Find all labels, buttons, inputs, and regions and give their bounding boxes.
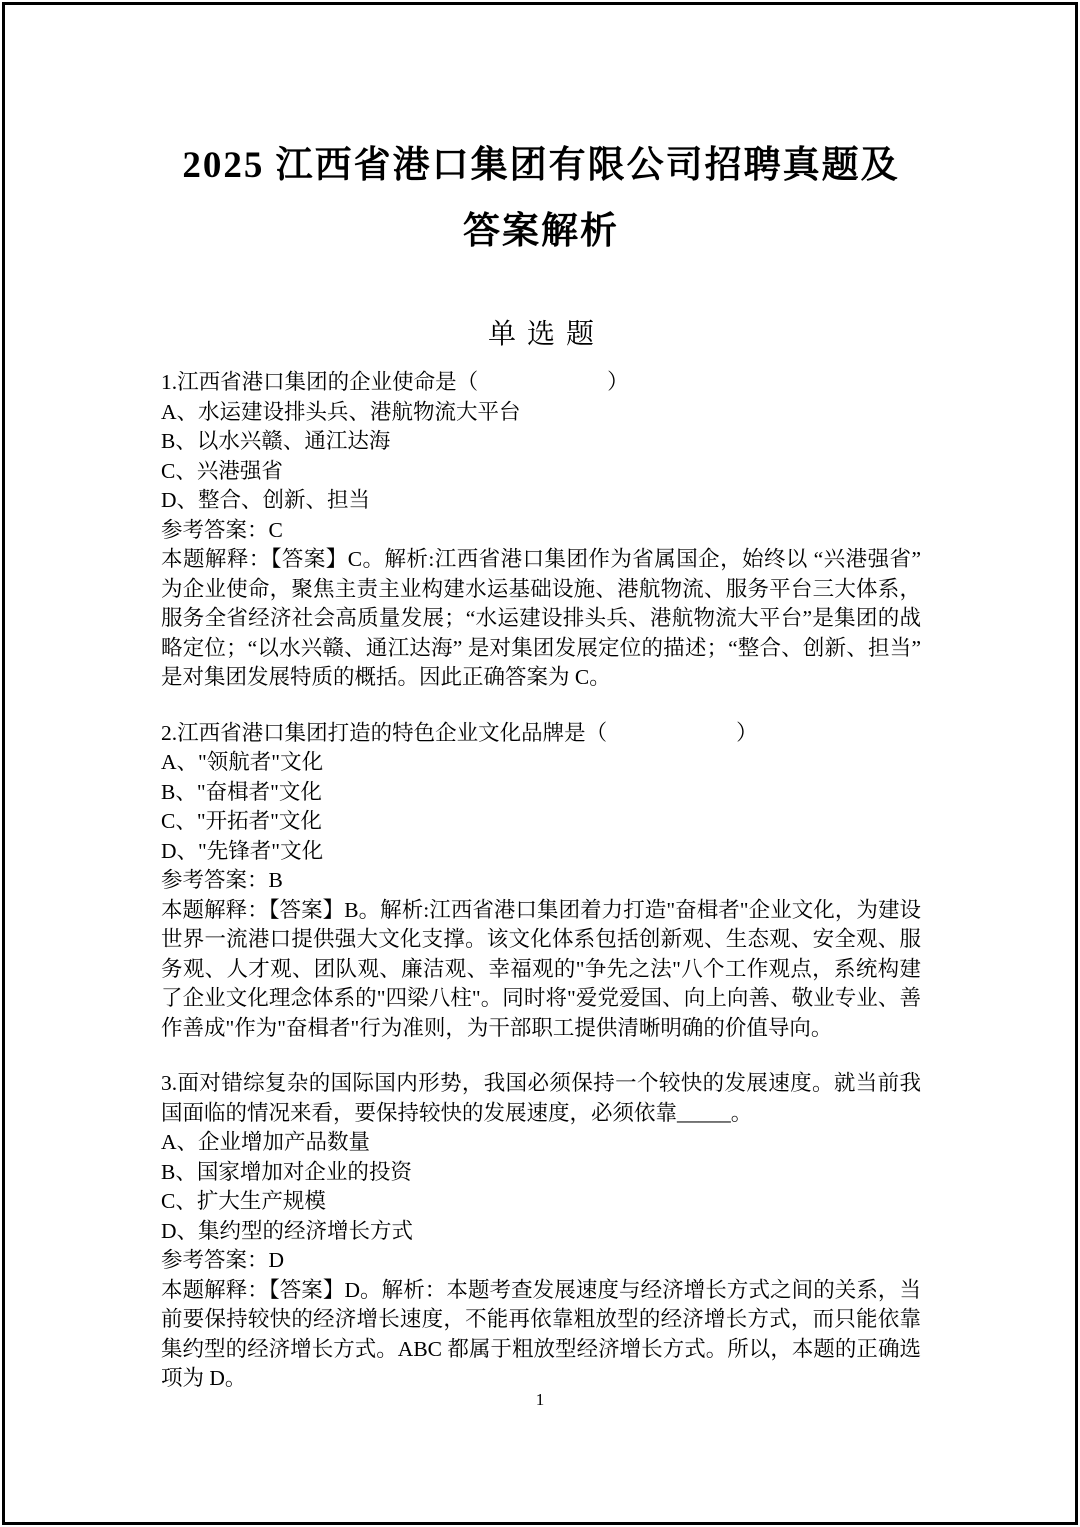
question-3-option-c: C、扩大生产规模 <box>161 1189 326 1213</box>
question-2-option-c: C、"开拓者"文化 <box>161 809 322 833</box>
question-3-stem: 3.面对错综复杂的国际国内形势，我国必须保持一个较快的发展速度。就当前我国面临的情况来看，要保持较快的发展速度，必须依靠_____。 <box>161 1071 921 1125</box>
question-1-stem: 1.江西省港口集团的企业使命是（ ） <box>161 370 629 394</box>
question-1-reference-answer: 参考答案：C <box>161 517 283 542</box>
question-2-stem: 2.江西省港口集团打造的特色企业文化品牌是（ ） <box>161 720 758 745</box>
question-2-option-a: A、"领航者"文化 <box>161 750 324 774</box>
question-1-explanation: 本题解释：【答案】C。解析:江西省港口集团作为省属国企，始终以 “兴港强省” 为企业使命，聚焦主责主业构建水运基础设施、港航物流、服务平台三大体系，服务全省经济社会高质量发展；“水运建设排头兵、港航物流大平台”是集团的战略定位；“以水兴赣、通江达海” 是对集团发展定位的描述；“整合、创新、担当” 是对集团发展特质的概括。因此正确答案为 C。 <box>161 547 921 689</box>
document-title <box>161 133 921 265</box>
page-number: 1 <box>535 1390 545 1409</box>
question-2-explanation: 本题解释：【答案】B。解析:江西省港口集团着力打造"奋楫者"企业文化，为建设世界一流港口提供强大文化支撑。该文化体系包括创新观、生态观、安全观、服务观、人才观、团队观、廉洁观、幸福观的"争先之法"八个工作观点，系统构建了企业文化理念体系的"四梁八柱"。同时将"爱党爱国、向上向善、敬业专业、善作善成"作为"奋楫者"行为准则，为干部职工提供清晰明确的价值导向。 <box>161 897 921 1040</box>
question-2 <box>161 719 921 1044</box>
question-1-option-b: B、以水兴赣、通江达海 <box>161 429 391 453</box>
question-1-option-a: A、水运建设排头兵、港航物流大平台 <box>161 399 521 424</box>
question-3-option-a: A、企业增加产品数量 <box>161 1130 371 1154</box>
section-heading: 单选题 <box>487 319 605 350</box>
question-3-option-d: D、集约型的经济增长方式 <box>161 1218 414 1243</box>
document-page <box>161 0 921 1394</box>
question-1-option-c: C、兴港强省 <box>161 458 283 483</box>
question-1 <box>161 368 921 693</box>
document-title-line-1: 2025 江西省港口集团有限公司招聘真题及 <box>182 145 900 186</box>
document-title-line-2: 答案解析 <box>463 211 619 252</box>
question-3-reference-answer: 参考答案：D <box>161 1248 285 1272</box>
question-3-explanation: 本题解释：【答案】D。解析：本题考查发展速度与经济增长方式之间的关系，当前要保持较快的经济增长速度，不能再依靠粗放型的经济增长方式，而只能依靠集约型的经济增长方式。ABC 都属于粗放型经济增长方式。所以，本题的正确选项为 D。 <box>161 1277 921 1390</box>
question-2-reference-answer: 参考答案：B <box>161 868 283 892</box>
question-2-option-b: B、"奋楫者"文化 <box>161 779 322 804</box>
question-1-option-d: D、整合、创新、担当 <box>161 488 371 512</box>
question-3-option-b: B、国家增加对企业的投资 <box>161 1159 412 1184</box>
question-3 <box>161 1069 921 1394</box>
question-2-option-d: D、"先锋者"文化 <box>161 838 324 863</box>
